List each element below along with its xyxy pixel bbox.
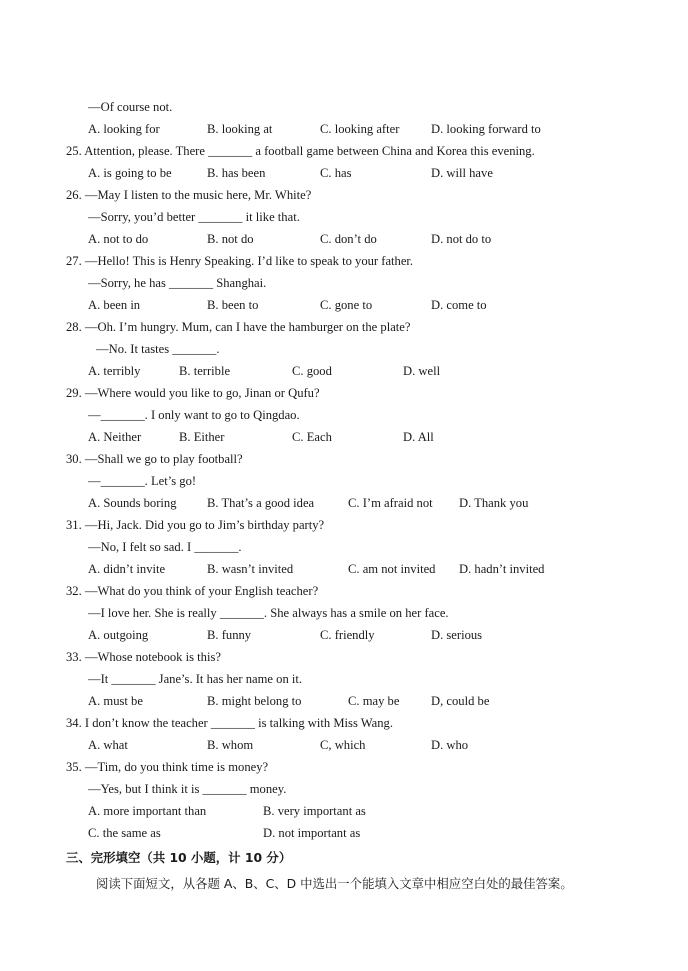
q24-options (0, 121, 688, 137)
q35-options-row1 (0, 803, 688, 819)
q33-options (0, 693, 688, 709)
q27-option-a[interactable]: A. been in (88, 298, 141, 312)
q35-response: —Yes, but I think it is _______ money. (88, 782, 287, 796)
q26-option-b[interactable]: B. not do (207, 232, 254, 246)
q28-option-d[interactable]: D. well (403, 364, 441, 378)
q24-option-b[interactable]: B. looking at (207, 122, 273, 136)
q31-stem: 31. —Hi, Jack. Did you go to Jim’s birthday party? (66, 518, 325, 532)
q27-option-d[interactable]: D. come to (431, 298, 487, 312)
q28-stem: 28. —Oh. I’m hungry. Mum, can I have the hamburger on the plate? (66, 320, 411, 334)
q29-option-c[interactable]: C. Each (292, 430, 332, 444)
q33-option-c[interactable]: C. may be (348, 694, 400, 708)
q26-option-a[interactable]: A. not to do (88, 232, 149, 246)
q24-option-c[interactable]: C. looking after (320, 122, 400, 136)
q31-option-a[interactable]: A. didn’t invite (88, 562, 166, 576)
q32-option-a[interactable]: A. outgoing (88, 628, 149, 642)
q25-stem: 25. Attention, please. There _______ a football game between China and Korea this evening. (66, 144, 535, 158)
q35-options-row2 (0, 825, 688, 841)
q29-stem: 29. —Where would you like to go, Jinan or Qufu? (66, 386, 320, 400)
q25-option-c[interactable]: C. has (320, 166, 352, 180)
q32-stem: 32. —What do you think of your English teacher? (66, 584, 319, 598)
q25-option-a[interactable]: A. is going to be (88, 166, 172, 180)
q33-option-a[interactable]: A. must be (88, 694, 143, 708)
q35-stem: 35. —Tim, do you think time is money? (66, 760, 269, 774)
q34-option-c[interactable]: C, which (320, 738, 366, 752)
q27-options (0, 297, 688, 313)
q30-stem: 30. —Shall we go to play football? (66, 452, 243, 466)
q32-option-b[interactable]: B. funny (207, 628, 252, 642)
q24-option-d[interactable]: D. looking forward to (431, 122, 541, 136)
q27-option-c[interactable]: C. gone to (320, 298, 373, 312)
q28-response: —No. It tastes _______. (96, 342, 220, 356)
q29-option-a[interactable]: A. Neither (88, 430, 142, 444)
q27-stem: 27. —Hello! This is Henry Speaking. I’d like to speak to your father. (66, 254, 414, 268)
q34-option-d[interactable]: D. who (431, 738, 469, 752)
q30-response: —_______. Let’s go! (88, 474, 197, 488)
q25-option-d[interactable]: D. will have (431, 166, 493, 180)
section-title: 三、完形填空（共 10 小题，计 10 分） (66, 850, 292, 865)
section-instruction: 阅读下面短文，从各题 A、B、C、D 中选出一个能填入文章中相应空白处的最佳答案。 (96, 876, 573, 891)
q25-options (0, 165, 688, 181)
q35-option-c[interactable]: C. the same as (88, 826, 161, 840)
q28-option-a[interactable]: A. terribly (88, 364, 141, 378)
q32-option-d[interactable]: D. serious (431, 628, 483, 642)
q32-response: —I love her. She is really _______. She always has a smile on her face. (88, 606, 449, 620)
q31-option-b[interactable]: B. wasn’t invited (207, 562, 294, 576)
q31-response: —No, I felt so sad. I _______. (88, 540, 242, 554)
q25-option-b[interactable]: B. has been (207, 166, 266, 180)
q28-option-c[interactable]: C. good (292, 364, 332, 378)
q26-options (0, 231, 688, 247)
q30-option-b[interactable]: B. That’s a good idea (207, 496, 315, 510)
q30-options (0, 495, 688, 511)
q29-options (0, 429, 688, 445)
q31-option-c[interactable]: C. am not invited (348, 562, 436, 576)
q31-options (0, 561, 688, 577)
q35-option-d[interactable]: D. not important as (263, 826, 361, 840)
q30-option-c[interactable]: C. I’m afraid not (348, 496, 433, 510)
q29-response: —_______. I only want to go to Qingdao. (88, 408, 300, 422)
q27-option-b[interactable]: B. been to (207, 298, 259, 312)
q29-option-d[interactable]: D. All (403, 430, 434, 444)
q26-response: —Sorry, you’d better _______ it like that. (88, 210, 300, 224)
q34-option-a[interactable]: A. what (88, 738, 128, 752)
q34-options (0, 737, 688, 753)
q30-option-d[interactable]: D. Thank you (459, 496, 529, 510)
q28-option-b[interactable]: B. terrible (179, 364, 231, 378)
q24-option-a[interactable]: A. looking for (88, 122, 160, 136)
q33-response: —It _______ Jane’s. It has her name on it. (88, 672, 303, 686)
q26-stem: 26. —May I listen to the music here, Mr. White? (66, 188, 312, 202)
q24-line: —Of course not. (88, 100, 173, 114)
q30-option-a[interactable]: A. Sounds boring (88, 496, 177, 510)
q26-option-c[interactable]: C. don’t do (320, 232, 377, 246)
q35-option-a[interactable]: A. more important than (88, 804, 207, 818)
q33-stem: 33. —Whose notebook is this? (66, 650, 221, 664)
q28-options (0, 363, 688, 379)
q34-stem: 34. I don’t know the teacher _______ is talking with Miss Wang. (66, 716, 393, 730)
q35-option-b[interactable]: B. very important as (263, 804, 366, 818)
q34-option-b[interactable]: B. whom (207, 738, 254, 752)
q32-option-c[interactable]: C. friendly (320, 628, 375, 642)
q33-option-b[interactable]: B. might belong to (207, 694, 302, 708)
q32-options (0, 627, 688, 643)
q26-option-d[interactable]: D. not do to (431, 232, 492, 246)
q27-response: —Sorry, he has _______ Shanghai. (88, 276, 267, 290)
q31-option-d[interactable]: D. hadn’t invited (459, 562, 545, 576)
q29-option-b[interactable]: B. Either (179, 430, 225, 444)
q33-option-d[interactable]: D, could be (431, 694, 490, 708)
